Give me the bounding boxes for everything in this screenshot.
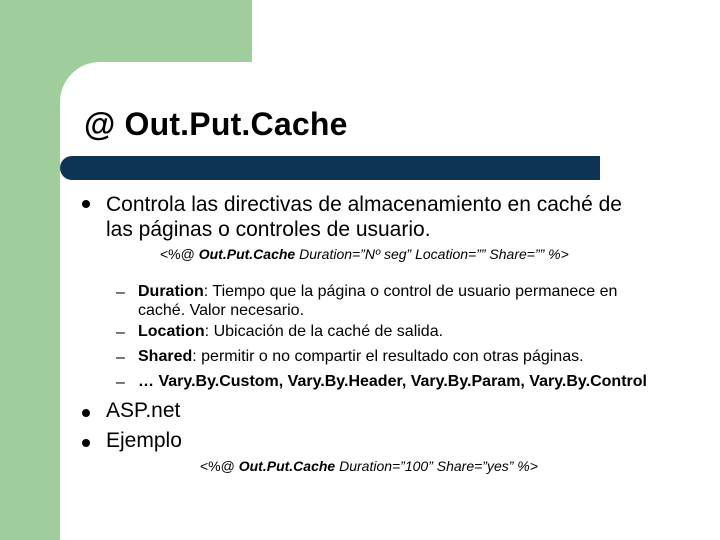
bullet-1-line-2: las páginas o controles de usuario. (106, 218, 431, 241)
decorative-green-band (0, 0, 60, 540)
dash-marker: – (116, 284, 125, 301)
subitem-description: : Tiempo que la página o control de usuario permanece en (203, 283, 618, 300)
code-keyword: Out.Put.Cache (198, 246, 296, 262)
code-example-1 (160, 246, 569, 262)
code-prefix: <%@ (200, 458, 239, 474)
bullet-marker (82, 200, 90, 208)
code-attributes: Duration=”100” Share=”yes” %> (335, 458, 538, 474)
code-prefix: <%@ (160, 246, 199, 262)
bullet-ejemplo: Ejemplo (106, 429, 182, 452)
dash-marker: – (116, 349, 125, 366)
subitem-location (138, 322, 698, 341)
code-example-2 (200, 458, 538, 474)
bullet-marker (82, 409, 90, 417)
subitem-term: Shared (138, 348, 193, 365)
subitem-description: : permitir o no compartir el resultado con otras páginas. (192, 348, 584, 365)
slide-title: @ Out.Put.Cache (84, 106, 348, 142)
dash-marker: – (116, 324, 125, 341)
bullet-aspnet: ASP.net (106, 399, 181, 422)
code-attributes: Duration=”Nº seg” Location=”” Share=”” %> (295, 246, 569, 262)
subitem-duration (138, 282, 698, 301)
subitem-term: Location (138, 323, 205, 340)
subitem-vary-by (138, 372, 698, 391)
bullet-marker (82, 439, 90, 447)
title-underline-bar (60, 156, 600, 180)
dash-marker: – (116, 374, 125, 391)
subitem-description: : Ubicación de la caché de salida. (204, 323, 444, 340)
subitem-term: … Vary.By.Custom, Vary.By.Header, Vary.By.Param, Vary.By.Control (138, 373, 647, 390)
subitem-duration-line-2: caché. Valor necesario. (138, 302, 305, 319)
subitem-shared (138, 347, 698, 366)
code-keyword: Out.Put.Cache (238, 458, 336, 474)
subitem-term: Duration (138, 283, 204, 300)
bullet-1-line-1: Controla las directivas de almacenamiento en caché de (106, 193, 622, 216)
